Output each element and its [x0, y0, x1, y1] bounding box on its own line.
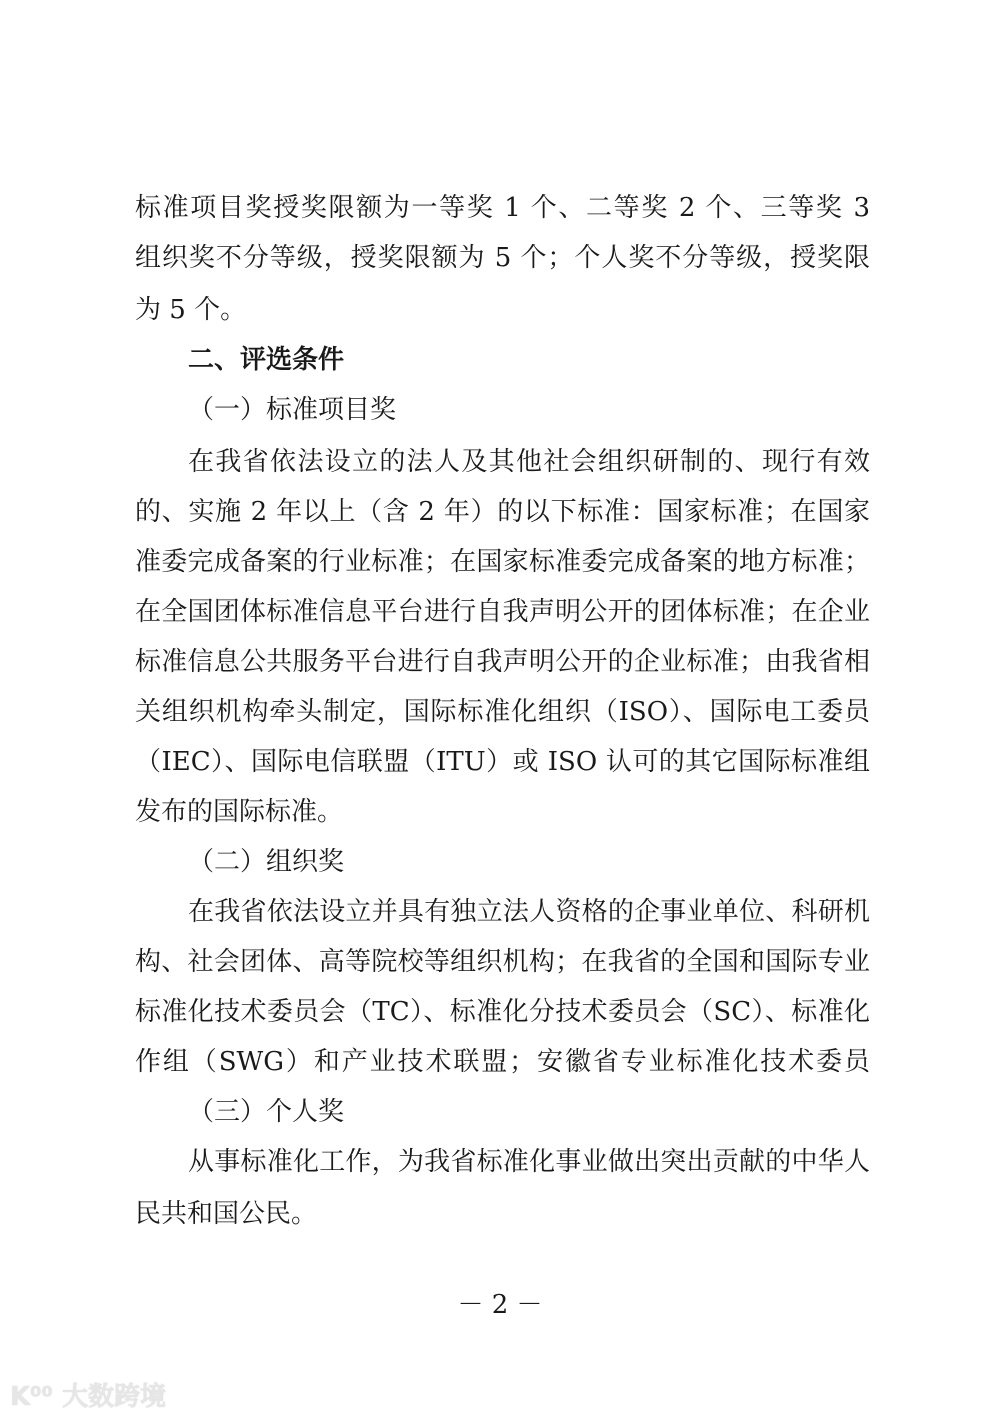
body-line: 民共和国公民。	[135, 1199, 318, 1229]
body-line: 在全国团体标准信息平台进行自我声明公开的团体标准；在企业	[135, 597, 870, 627]
body-line: 构、社会团体、高等院校等组织机构；在我省的全国和国际专业	[135, 947, 870, 977]
page-number: － 2 －	[457, 1290, 543, 1320]
body-line: （IEC）、国际电信联盟（ITU）或 ISO 认可的其它国际标准组	[135, 747, 870, 777]
body-line: 发布的国际标准。	[135, 797, 344, 827]
body-line: 标准信息公共服务平台进行自我声明公开的企业标准；由我省相	[135, 647, 870, 677]
body-line: 从事标准化工作，为我省标准化事业做出突出贡献的中华人	[188, 1147, 870, 1177]
section-heading: 二、评选条件	[188, 345, 345, 375]
subsection-heading: （一）标准项目奖	[188, 395, 397, 425]
body-line: 作组（SWG）和产业技术联盟；安徽省专业标准化技术委员	[135, 1047, 870, 1077]
subsection-heading: （三）个人奖	[188, 1097, 345, 1127]
body-line: 标准项目奖授奖限额为一等奖 1 个、二等奖 2 个、三等奖 3	[135, 193, 870, 223]
body-line: 组织奖不分等级，授奖限额为 5 个；个人奖不分等级，授奖限	[135, 243, 870, 273]
body-line: 标准化技术委员会（TC）、标准化分技术委员会（SC）、标准化	[135, 997, 870, 1027]
body-line: 准委完成备案的行业标准；在国家标准委完成备案的地方标准；	[135, 547, 870, 577]
watermark-logo: K⁰⁰ 大数跨境	[10, 1382, 166, 1412]
body-line: 的、实施 2 年以上（含 2 年）的以下标准：国家标准；在国家	[135, 497, 870, 527]
subsection-heading: （二）组织奖	[188, 847, 345, 877]
body-line: 为 5 个。	[135, 295, 247, 325]
body-line: 在我省依法设立并具有独立法人资格的企事业单位、科研机	[188, 897, 870, 927]
body-line: 在我省依法设立的法人及其他社会组织研制的、现行有效	[188, 447, 870, 477]
body-line: 关组织机构牵头制定，国际标准化组织（ISO）、国际电工委员	[135, 697, 870, 727]
